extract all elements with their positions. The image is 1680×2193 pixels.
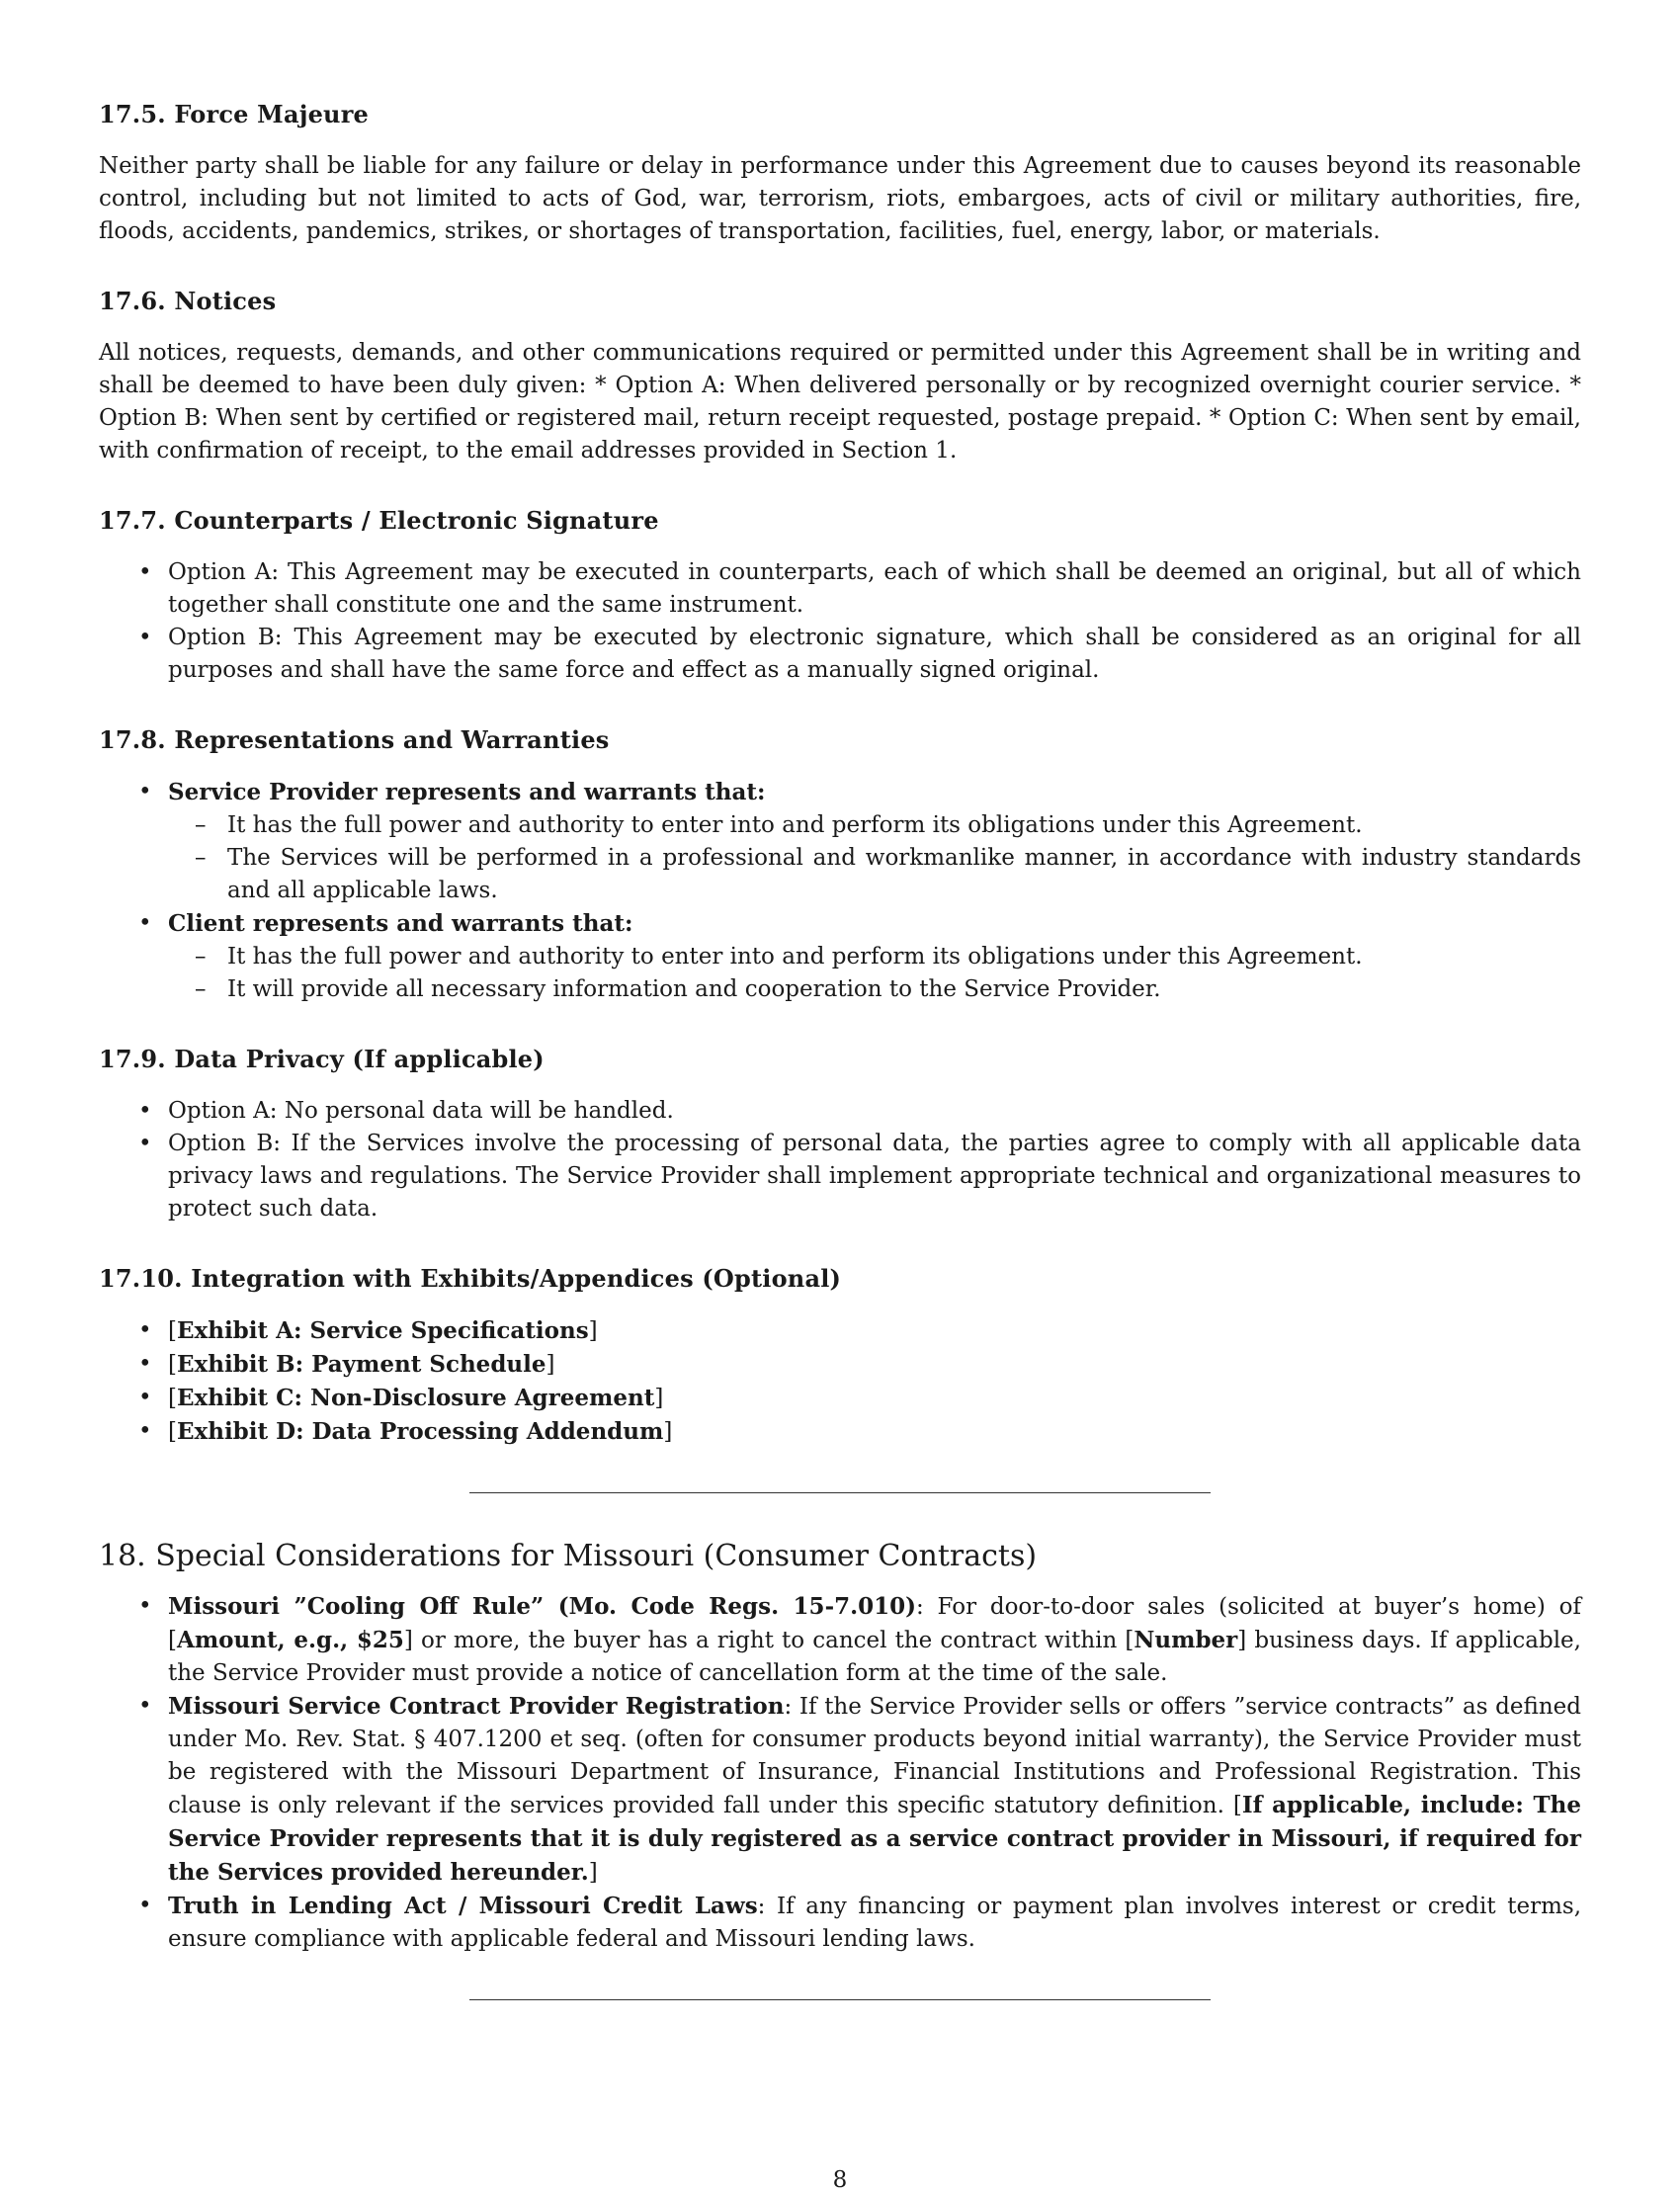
section-17-7 (99, 505, 1581, 687)
list-item: • Option A: This Agreement may be executed in counterparts, each of which shall be deemed an original, but all of which together shall constitute one and the same instrument. (99, 556, 1581, 622)
bullet-icon: • (138, 1351, 152, 1377)
section-17-9 (99, 1044, 1581, 1225)
section-heading: 18. Special Considerations for Missouri (Consumer Contracts) (99, 1539, 1038, 1573)
bullet-icon: • (138, 1385, 152, 1410)
exhibit-item: • [Exhibit C: Non-Disclosure Agreement] (99, 1382, 1581, 1415)
exhibit-item: • [Exhibit D: Data Processing Addendum] (99, 1415, 1581, 1449)
section-17-6 (99, 286, 1581, 467)
exhibit-item: • [Exhibit B: Payment Schedule] (99, 1348, 1581, 1382)
option-list (99, 556, 1581, 687)
bullet-icon: • (138, 1131, 152, 1156)
provider-warranty-title: Service Provider represents and warrants that: (168, 779, 766, 805)
list-item (99, 776, 1581, 907)
dash-icon: – (195, 812, 207, 838)
exhibit-list (99, 1314, 1581, 1449)
list-item: • Option A: No personal data will be handled. (99, 1095, 1581, 1128)
section-body: Neither party shall be liable for any failure or delay in performance under this Agreement due to causes beyond its reasonable control, including but not limited to acts of God, war, terrorism, riots, embargoes, acts of civil or military authorities, fire, floods, accidents, pandemics, strikes, or shortages of transportation, facilities, fuel, energy, labor, or materials. (99, 153, 1581, 244)
list-item: • Option B: If the Services involve the processing of personal data, the parties agree to comply with all applicable data privacy laws and regulations. The Service Provider shall implement appropriate technical and organizational measures to protect such data. (99, 1128, 1581, 1225)
exhibit-item: • [Exhibit A: Service Specifications] (99, 1314, 1581, 1348)
section-body: All notices, requests, demands, and other communications required or permitted under this Agreement shall be in writing and shall be deemed to have been duly given: * Option A: When delivered personally or by recognized overnight courier service. * Option B: When sent by certified or registered mail, return receipt requested, postage prepaid. * Option C: When sent by email, with confirmation of receipt, to the email addresses provided in Section 1. (99, 340, 1581, 464)
horizontal-rule (469, 1999, 1211, 2000)
missouri-list (99, 1590, 1581, 1956)
section-heading: 17.8. Representations and Warranties (99, 725, 610, 754)
page-number: 8 (832, 2167, 848, 2193)
section-heading: 17.10. Integration with Exhibits/Appendices (Optional) (99, 1264, 842, 1293)
list-item: • Option B: This Agreement may be executed by electronic signature, which shall be considered as an original for all purposes and shall have the same force and effect as a manually signed original. (99, 622, 1581, 687)
sub-list-item: – The Services will be performed in a professional and workmanlike manner, in accordance with industry standards and all applicable laws. (168, 842, 1581, 907)
list-item-cooling-off: • Missouri ”Cooling Off Rule” (Mo. Code Regs. 15-7.010): For door-to-door sales (solicited at buyer’s home) of [Amount, e.g., $25] or more, the buyer has a right to cancel the contract within [Number] business days. If applicable, the Service Provider must provide a notice of cancellation form at the time of the sale. (99, 1590, 1581, 1690)
list-item-lending: • Truth in Lending Act / Missouri Credit Laws: If any financing or payment plan involves interest or credit terms, ensure compliance with applicable federal and Missouri lending laws. (99, 1890, 1581, 1956)
section-18 (99, 1537, 1581, 1956)
dash-icon: – (195, 845, 207, 871)
sub-list-item: – It has the full power and authority to enter into and perform its obligations under this Agreement. (168, 941, 1581, 973)
list-item (99, 907, 1581, 1006)
bullet-icon: • (138, 1893, 152, 1918)
section-heading: 17.6. Notices (99, 287, 277, 315)
document-page (99, 99, 1581, 2000)
bullet-icon: • (138, 1418, 152, 1444)
section-17-5 (99, 99, 1581, 248)
warranty-list (99, 776, 1581, 1006)
client-warranty-title: Client represents and warrants that: (168, 910, 633, 937)
section-17-10 (99, 1263, 1581, 1449)
bullet-icon: • (138, 1693, 152, 1719)
section-17-8 (99, 724, 1581, 1006)
dash-icon: – (195, 976, 207, 1002)
sub-list-item: – It will provide all necessary information and cooperation to the Service Provider. (168, 973, 1581, 1006)
horizontal-rule (469, 1492, 1211, 1493)
bullet-icon: • (138, 1317, 152, 1343)
option-list (99, 1095, 1581, 1225)
sub-list (168, 809, 1581, 907)
sub-list-item: – It has the full power and authority to enter into and perform its obligations under this Agreement. (168, 809, 1581, 842)
bullet-icon: • (138, 910, 152, 936)
section-heading: 17.7. Counterparts / Electronic Signature (99, 506, 659, 535)
section-heading: 17.5. Force Majeure (99, 100, 370, 128)
section-heading: 17.9. Data Privacy (If applicable) (99, 1045, 545, 1073)
dash-icon: – (195, 944, 207, 970)
bullet-icon: • (138, 779, 152, 804)
bullet-icon: • (138, 559, 152, 585)
bullet-icon: • (138, 625, 152, 650)
sub-list (168, 941, 1581, 1006)
list-item-registration: • Missouri Service Contract Provider Registration: If the Service Provider sells or offers ”service contracts” as defined under Mo. Rev. Stat. § 407.1200 et seq. (often for consumer products beyond initial warranty), the Service Provider must be registered with the Missouri Department of Insurance, Financial Institutions and Professional Registration. This clause is only relevant if the services provided fall under this specific statutory definition. [If applicable, include: The Service Provider represents that it is duly registered as a service contract provider in Missouri, if required for the Services provided hereunder.] (99, 1690, 1581, 1890)
bullet-icon: • (138, 1098, 152, 1124)
bullet-icon: • (138, 1593, 152, 1619)
